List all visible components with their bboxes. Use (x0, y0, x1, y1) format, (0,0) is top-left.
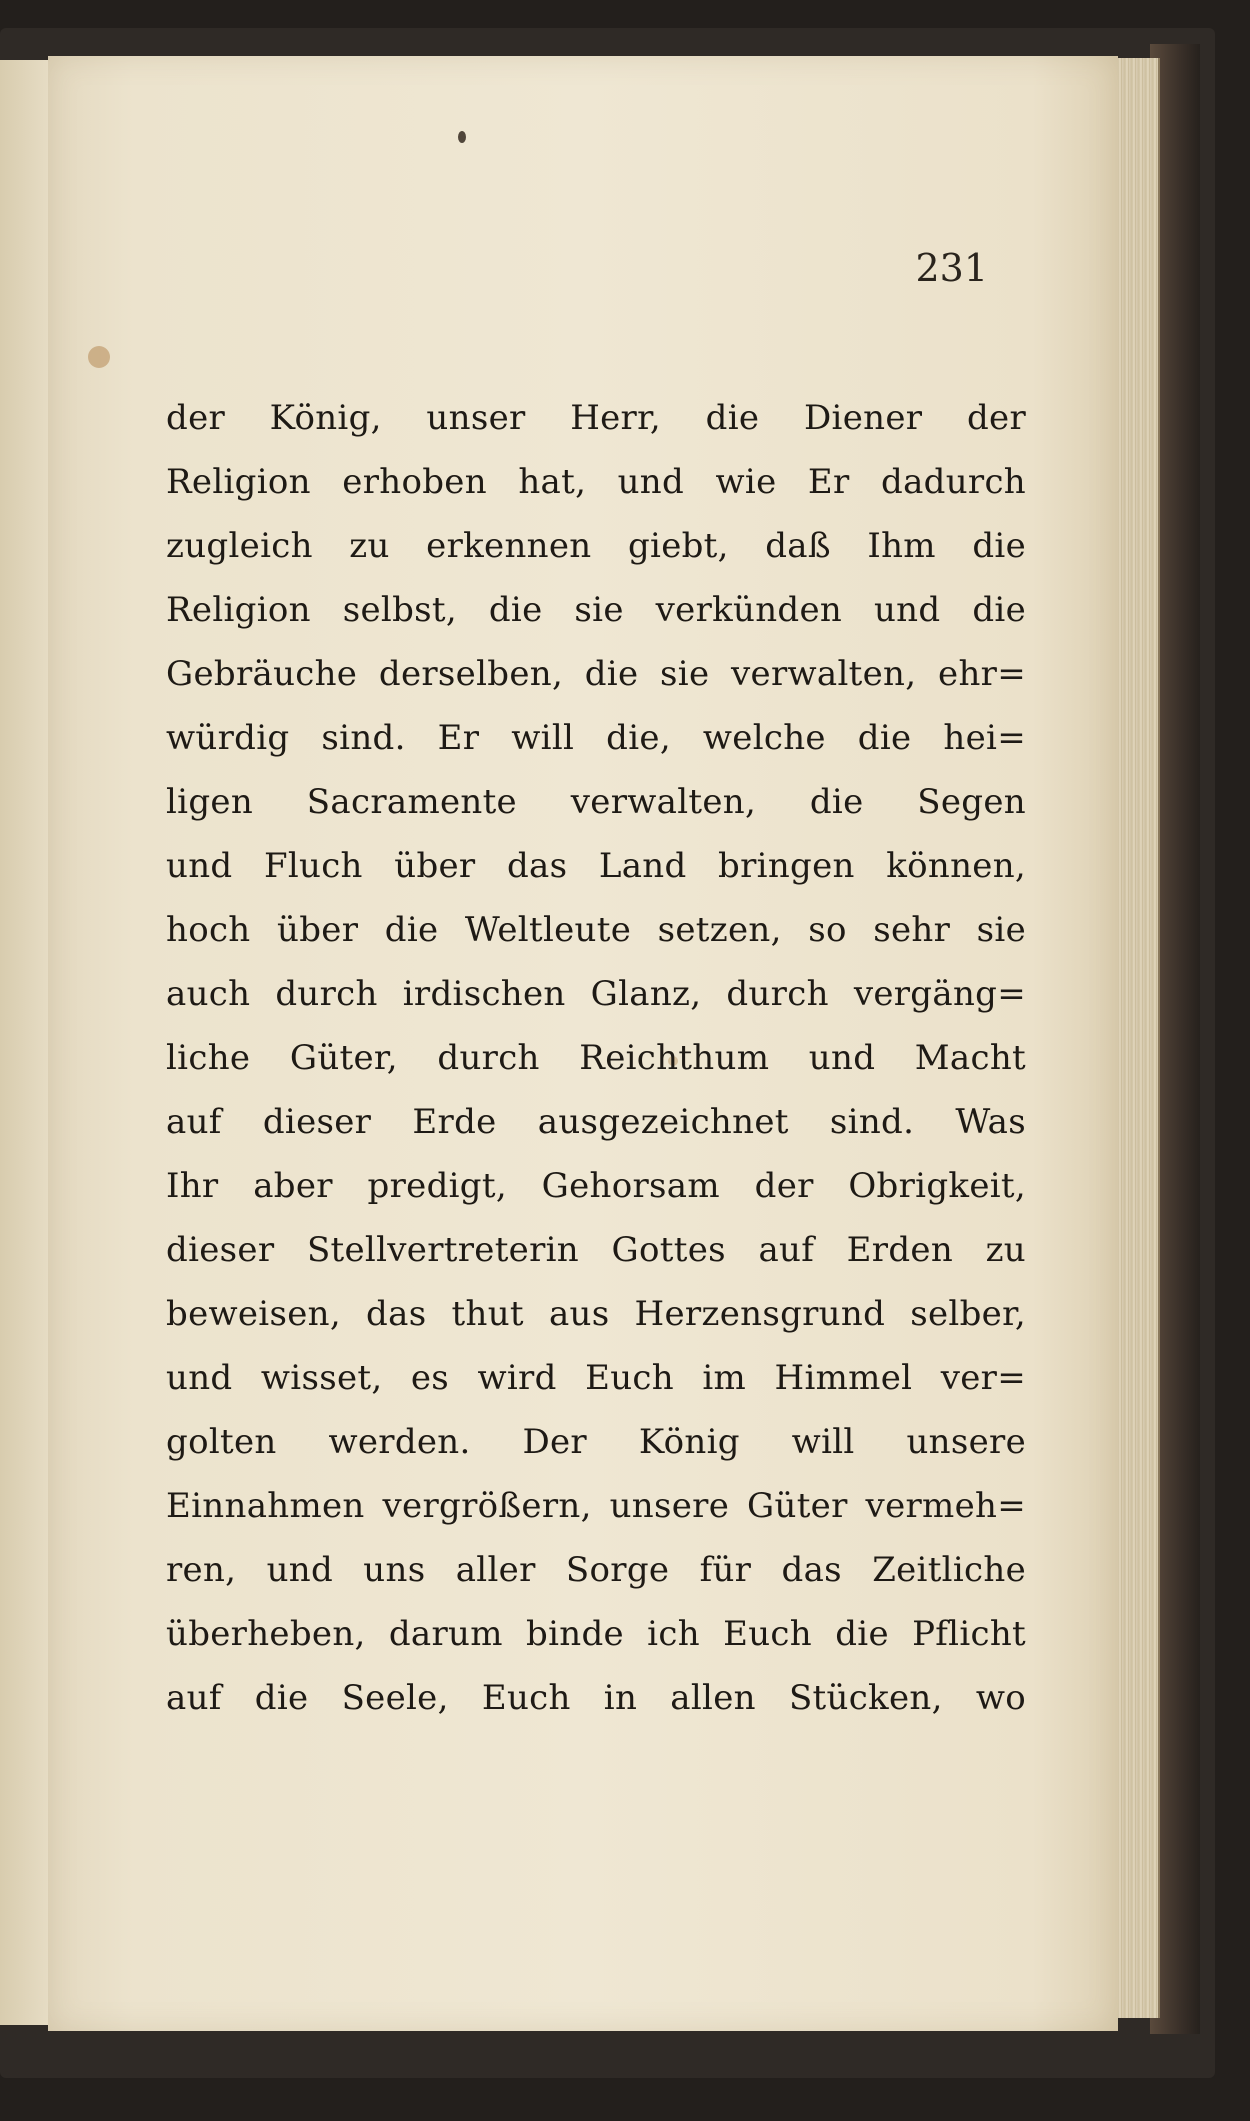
body-text (166, 386, 1026, 1730)
text-line: auf dieser Erde ausgezeichnet sind. Was (166, 1102, 1026, 1142)
text-line: und wisset, es wird Euch im Himmel ver= (166, 1358, 1026, 1398)
text-line: der König, unser Herr, die Diener der (166, 398, 1026, 438)
text-line: hoch über die Weltleute setzen, so sehr sie (166, 910, 1026, 950)
text-line: zugleich zu erkennen giebt, daß Ihm die (166, 526, 1026, 566)
text-line: ligen Sacramente verwalten, die Segen (166, 782, 1026, 822)
text-line: und Fluch über das Land bringen können, (166, 846, 1026, 886)
text-line: ren, und uns aller Sorge für das Zeitliche (166, 1550, 1026, 1590)
text-line: Religion selbst, die sie verkünden und die (166, 590, 1026, 630)
text-line: beweisen, das thut aus Herzensgrund selber, (166, 1294, 1026, 1334)
text-line: überheben, darum binde ich Euch die Pflicht (166, 1614, 1026, 1654)
text-line: Gebräuche derselben, die sie verwalten, ehr= (166, 654, 1026, 694)
text-line: auch durch irdischen Glanz, durch vergäng= (166, 974, 1026, 1014)
text-line: Religion erhoben hat, und wie Er dadurch (166, 462, 1026, 502)
left-facing-page (0, 60, 50, 2025)
text-line: auf die Seele, Euch in allen Stücken, wo (166, 1678, 1026, 1718)
book-page (48, 56, 1118, 2031)
text-line: golten werden. Der König will unsere (166, 1422, 1026, 1462)
foxing-spot (458, 131, 466, 143)
text-line: liche Güter, durch Reichthum und Macht (166, 1038, 1026, 1078)
text-line: dieser Stellvertreterin Gottes auf Erden zu (166, 1230, 1026, 1270)
text-line: würdig sind. Er will die, welche die hei= (166, 718, 1026, 758)
page-number: 231 (915, 246, 988, 290)
foxing-spot (88, 346, 110, 368)
text-line: Ihr aber predigt, Gehorsam der Obrigkeit, (166, 1166, 1026, 1206)
text-line: Einnahmen vergrößern, unsere Güter vermeh= (166, 1486, 1026, 1526)
